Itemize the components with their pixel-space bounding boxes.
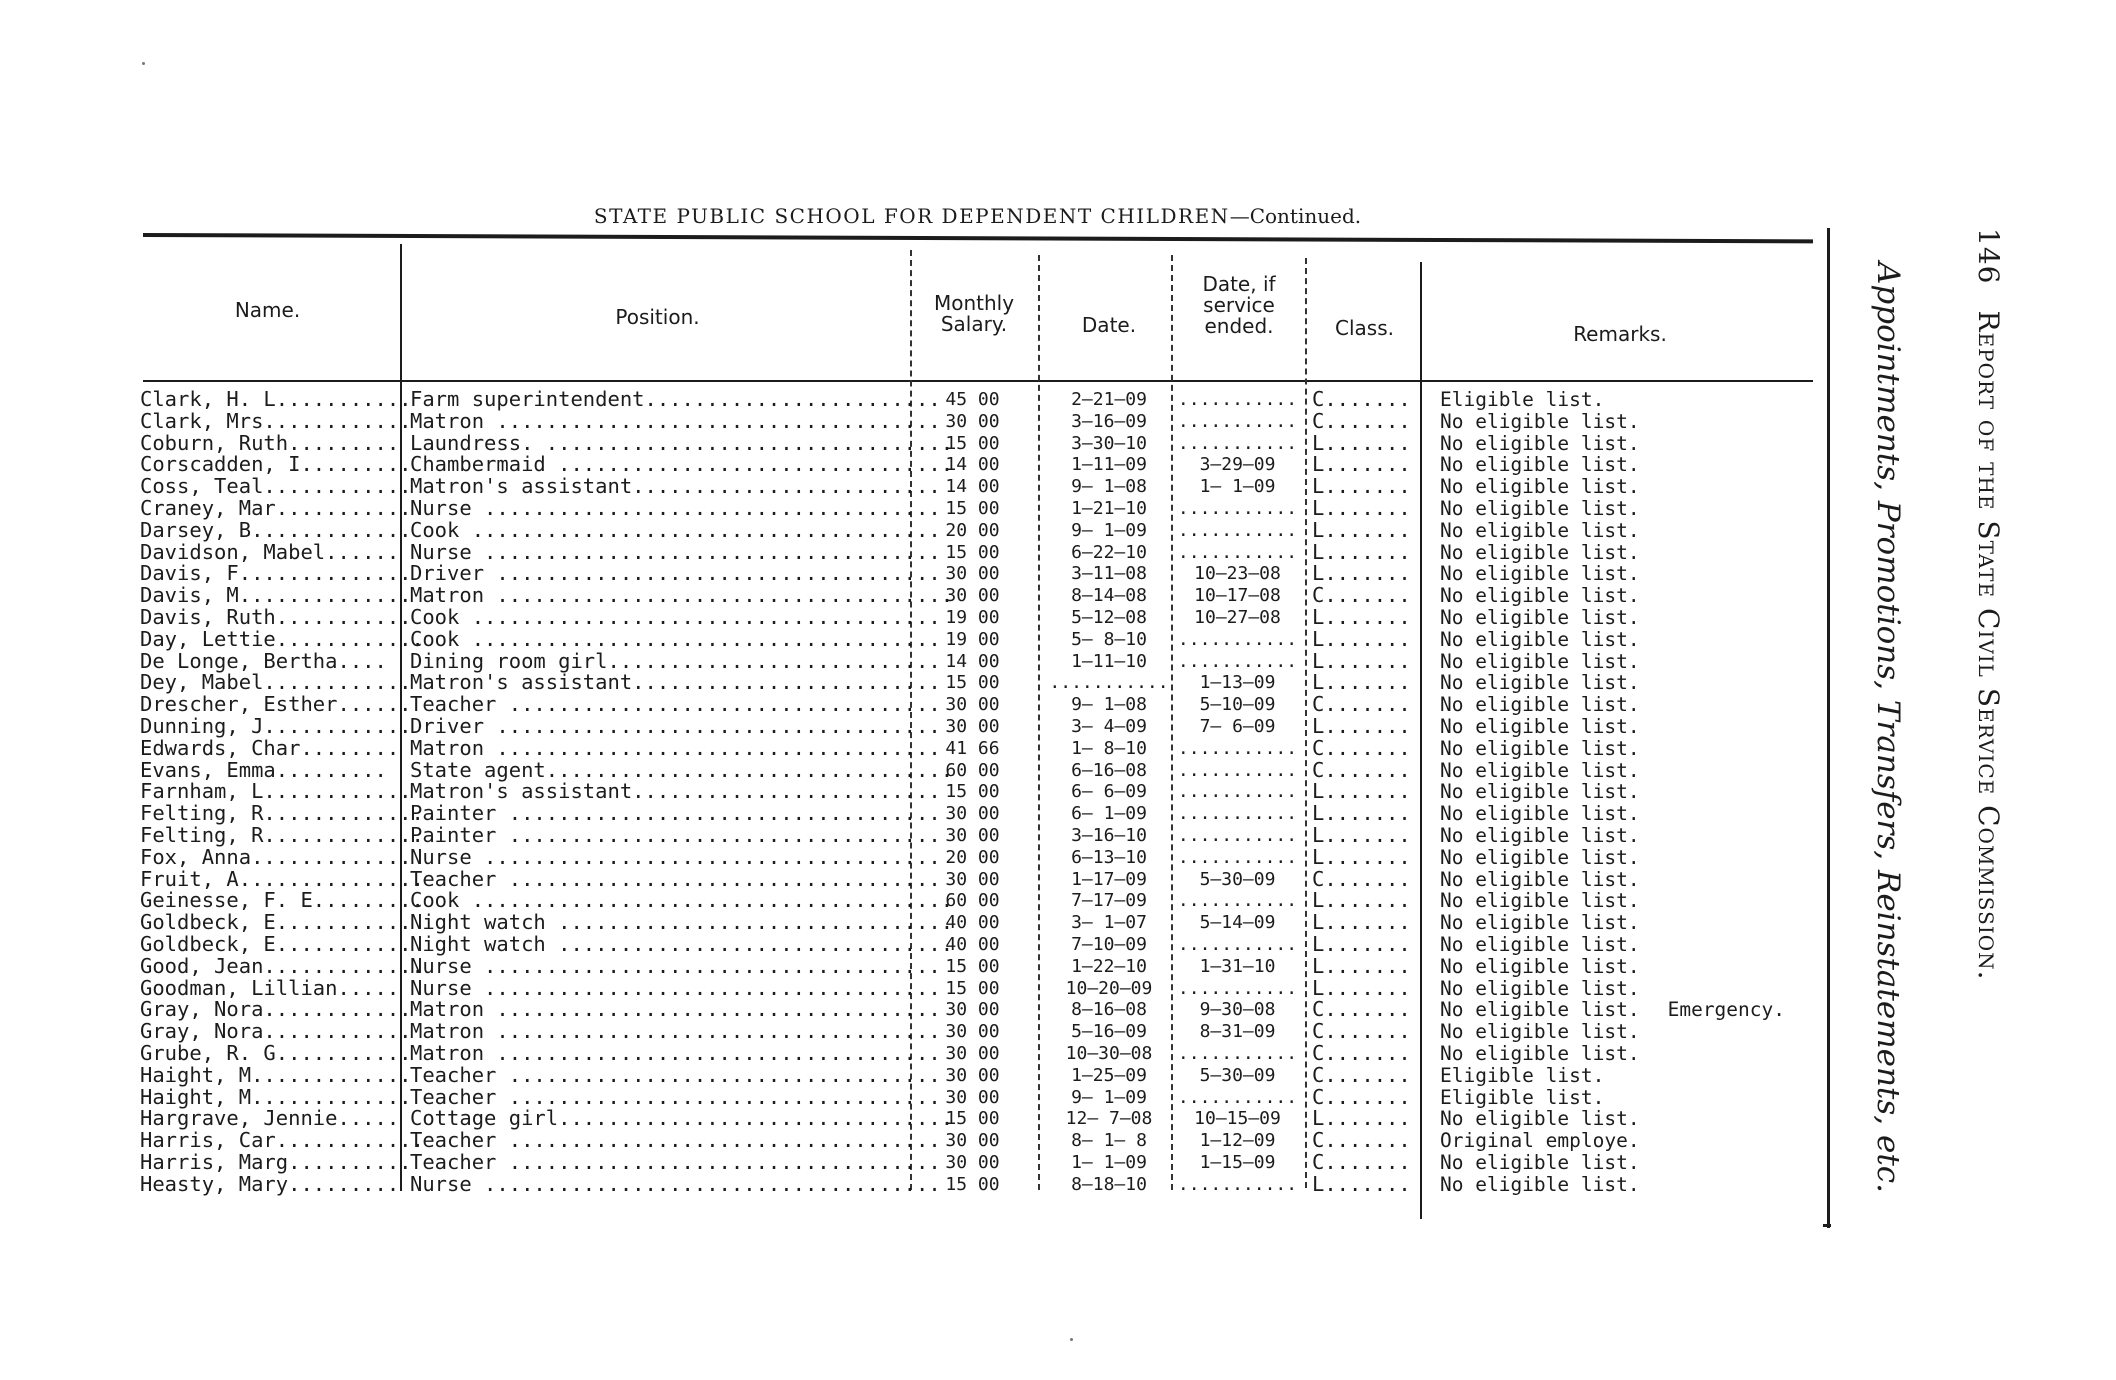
- salary-cell: 30 00: [945, 999, 1000, 1021]
- date-cell: 3— 4—09: [1071, 715, 1147, 737]
- class-cell: L.......: [1312, 953, 1411, 978]
- ended-cell: 1—15—09: [1199, 1151, 1276, 1173]
- name-cell: Coss, Teal............: [140, 474, 412, 499]
- salary-cell: 40 00: [945, 912, 1000, 934]
- salary-cell: 30 00: [945, 563, 1000, 585]
- class-cell: C.......: [1312, 1019, 1411, 1044]
- position-cell: Cook ......................................: [410, 626, 941, 651]
- date-cell: ...........: [1049, 672, 1169, 694]
- date-cell: 6—16—08: [1071, 759, 1147, 781]
- date-cell: 9— 1—08: [1071, 694, 1147, 716]
- date-cell: 1—11—10: [1071, 650, 1147, 672]
- column-positions: [410, 387, 954, 1196]
- salary-cell: 15 00: [945, 672, 1000, 694]
- ended-cell: 8—31—09: [1199, 1021, 1276, 1043]
- class-cell: L.......: [1312, 713, 1411, 738]
- name-cell: Harris, Car............: [140, 1128, 424, 1153]
- remarks-cell: No eligible list.: [1440, 431, 1640, 455]
- remarks-cell: No eligible list.: [1440, 911, 1640, 935]
- remarks-cell: No eligible list.: [1440, 1150, 1640, 1174]
- ended-cell: ...........: [1177, 1042, 1298, 1064]
- ended-cell: 10—23—08: [1194, 563, 1281, 585]
- ended-cell: 10—27—08: [1194, 606, 1281, 628]
- remarks-cell: No eligible list.: [1440, 409, 1640, 433]
- page-title: [145, 204, 1810, 228]
- remarks-cell: No eligible list.: [1440, 714, 1640, 738]
- class-cell: C.......: [1312, 408, 1411, 433]
- date-cell: 3—16—09: [1071, 410, 1147, 432]
- date-cell: 9— 1—09: [1071, 1086, 1147, 1108]
- salary-cell: 45 00: [945, 389, 1000, 410]
- header-salary: [915, 293, 1033, 335]
- remarks-cell: No eligible list.: [1440, 889, 1640, 913]
- class-cell: C.......: [1312, 1040, 1411, 1065]
- salary-cell: 20 00: [945, 519, 1000, 541]
- page-right-end: [1823, 1224, 1831, 1227]
- ended-cell: 1—12—09: [1199, 1130, 1276, 1152]
- position-cell: Nurse .....................................: [410, 975, 941, 1000]
- remarks-cell: No eligible list.: [1440, 584, 1640, 608]
- class-cell: L.......: [1312, 779, 1411, 804]
- remarks-cell: No eligible list.: [1440, 518, 1640, 542]
- header-ended-line2: service: [1203, 293, 1275, 317]
- name-cell: Fruit, A...............: [140, 866, 424, 891]
- position-cell: Nurse .....................................: [410, 1171, 941, 1196]
- class-cell: L.......: [1312, 1106, 1411, 1131]
- remarks-cell: No eligible list.: [1440, 475, 1640, 499]
- remarks-cell: No eligible list.: [1440, 802, 1640, 826]
- position-cell: Teacher ...................................: [410, 866, 941, 891]
- name-cell: Edwards, Char........: [140, 735, 400, 760]
- class-cell: C.......: [1312, 583, 1411, 608]
- position-cell: Teacher ...................................: [410, 1084, 941, 1109]
- class-cell: C.......: [1312, 1128, 1411, 1153]
- name-cell: Corscadden, I.........: [140, 452, 412, 477]
- class-cell: L.......: [1312, 822, 1411, 847]
- remarks-cell: No eligible list.: [1440, 605, 1640, 629]
- class-cell: L.......: [1312, 931, 1411, 956]
- name-cell: Farnham, L............: [140, 779, 412, 804]
- position-cell: Cook ......................................: [410, 517, 941, 542]
- name-cell: Evans, Emma.........: [140, 757, 387, 782]
- remarks-emergency-note: Emergency.: [1667, 998, 1785, 1022]
- date-cell: 8— 1— 8: [1071, 1130, 1147, 1152]
- position-cell: Matron ....................................: [410, 1040, 941, 1065]
- paper-speck: [1070, 1338, 1073, 1341]
- position-cell: Night watch ................................: [410, 931, 954, 956]
- salary-cell: 20 00: [945, 846, 1000, 868]
- divider-class-remarks: [1420, 262, 1422, 1219]
- ended-cell: ...........: [1177, 432, 1298, 454]
- date-cell: 6— 1—09: [1071, 803, 1147, 825]
- ended-cell: ...........: [1177, 1173, 1298, 1195]
- name-cell: Gray, Nora............: [140, 1019, 412, 1044]
- position-cell: Matron ....................................: [410, 997, 941, 1022]
- position-cell: Teacher ...................................: [410, 1062, 941, 1087]
- header-date: Date.: [1081, 313, 1137, 337]
- remarks-cell: No eligible list.: [1440, 649, 1640, 673]
- name-cell: Drescher, Esther......: [140, 692, 412, 717]
- remarks-cell: No eligible list.: [1440, 693, 1640, 717]
- remarks-cell: No eligible list.: [1440, 671, 1640, 695]
- position-cell: Driver ....................................: [410, 561, 941, 586]
- position-cell: Matron ....................................: [410, 735, 941, 760]
- remarks-cell: No eligible list.: [1440, 867, 1640, 891]
- ended-cell: ...........: [1177, 803, 1298, 825]
- position-cell: Laundress. .................................: [410, 430, 954, 455]
- class-cell: C.......: [1312, 1062, 1411, 1087]
- ended-cell: 1—13—09: [1199, 672, 1276, 694]
- title-text: STATE PUBLIC SCHOOL FOR DEPENDENT CHILDREN: [593, 204, 1230, 228]
- salary-cell: 30 00: [945, 1064, 1000, 1086]
- ended-cell: ...........: [1177, 759, 1298, 781]
- position-cell: Painter ...................................: [410, 822, 941, 847]
- position-cell: Nurse .....................................: [410, 495, 941, 520]
- position-cell: Matron's assistant.........................: [410, 474, 941, 499]
- running-head-text: Report of the State Civil Service Commission.: [1972, 310, 2005, 981]
- ended-cell: 5—30—09: [1199, 1064, 1276, 1086]
- remarks-cell: No eligible list.: [1440, 932, 1640, 956]
- salary-cell: 30 00: [945, 803, 1000, 825]
- name-cell: Goodman, Lillian.....: [140, 975, 400, 1000]
- position-cell: Nurse .....................................: [410, 844, 941, 869]
- class-cell: L.......: [1312, 844, 1411, 869]
- class-cell: L.......: [1312, 626, 1411, 651]
- ended-cell: ...........: [1177, 541, 1298, 563]
- date-cell: 10—30—08: [1065, 1042, 1153, 1064]
- class-cell: L.......: [1312, 474, 1411, 499]
- ended-cell: ...........: [1177, 890, 1298, 912]
- date-cell: 2—21—09: [1071, 389, 1147, 410]
- name-cell: Dunning, J............: [140, 713, 412, 738]
- class-cell: L.......: [1312, 648, 1411, 673]
- date-cell: 6— 6—09: [1071, 781, 1147, 803]
- class-cell: L.......: [1312, 1171, 1411, 1196]
- salary-cell: 15 00: [945, 541, 1000, 563]
- ended-cell: 1— 1—09: [1199, 476, 1276, 498]
- salary-cell: 30 00: [945, 715, 1000, 737]
- class-cell: C.......: [1312, 1084, 1411, 1109]
- name-cell: Goldbeck, E...........: [140, 910, 412, 935]
- date-cell: 6—22—10: [1071, 541, 1147, 563]
- class-cell: L.......: [1312, 910, 1411, 935]
- header-ended: [1175, 274, 1303, 337]
- position-cell: Chambermaid ................................: [410, 452, 954, 477]
- name-cell: Clark, H. L...........: [140, 387, 412, 411]
- ended-cell: ...........: [1177, 519, 1298, 541]
- header-ended-line3: ended.: [1204, 314, 1274, 338]
- class-cell: L.......: [1312, 604, 1411, 629]
- class-cell: L.......: [1312, 975, 1411, 1000]
- header-name: Name.: [234, 298, 301, 322]
- remarks-cell: No eligible list.: [1440, 845, 1640, 869]
- date-cell: 3—30—10: [1071, 432, 1147, 454]
- ended-cell: ...........: [1177, 977, 1298, 999]
- date-cell: 3— 1—07: [1071, 912, 1147, 934]
- date-cell: 12— 7—08: [1065, 1108, 1153, 1130]
- divider-salary-date: [1038, 255, 1040, 1190]
- remarks-cell: No eligible list.: [1440, 823, 1640, 847]
- name-cell: Good, Jean.............: [140, 953, 424, 978]
- salary-cell: 30 00: [945, 868, 1000, 890]
- date-cell: 5—12—08: [1071, 606, 1147, 628]
- class-cell: L.......: [1312, 888, 1411, 913]
- name-cell: Felting, R.............: [140, 822, 424, 847]
- remarks-cell: No eligible list.: [1440, 758, 1640, 782]
- name-cell: Gray, Nora............: [140, 997, 412, 1022]
- position-cell: Nurse .....................................: [410, 953, 941, 978]
- salary-cell: 15 00: [945, 955, 1000, 977]
- ended-cell: ...........: [1177, 781, 1298, 803]
- remarks-cell: No eligible list.: [1440, 976, 1640, 1000]
- remarks-cell: No eligible list.: [1440, 627, 1640, 651]
- date-cell: 1— 8—10: [1071, 737, 1147, 759]
- salary-cell: 14 00: [945, 454, 1000, 476]
- position-cell: Matron .....................................: [410, 583, 954, 608]
- date-cell: 1—22—10: [1071, 955, 1147, 977]
- running-head: [1972, 228, 2005, 981]
- class-cell: C.......: [1312, 1149, 1411, 1174]
- remarks-cell: [1440, 999, 1810, 1021]
- position-cell: Night watch ................................: [410, 910, 954, 935]
- name-cell: Haight, M.............: [140, 1084, 412, 1109]
- ended-cell: ...........: [1177, 628, 1298, 650]
- date-cell: 8—14—08: [1071, 585, 1147, 607]
- name-cell: Heasty, Mary.........: [140, 1171, 400, 1196]
- name-cell: Davis, F..............: [140, 561, 412, 586]
- name-cell: Harris, Marg..........: [140, 1149, 412, 1174]
- ended-cell: ...........: [1177, 410, 1298, 432]
- date-cell: 1—25—09: [1071, 1064, 1147, 1086]
- remarks-text: No eligible list.: [1440, 998, 1640, 1022]
- class-cell: L.......: [1312, 561, 1411, 586]
- name-cell: Goldbeck, E...........: [140, 931, 412, 956]
- position-cell: Cook ......................................: [410, 604, 941, 629]
- class-cell: L.......: [1312, 430, 1411, 455]
- ended-cell: 3—29—09: [1199, 454, 1276, 476]
- date-cell: 7—17—09: [1071, 890, 1147, 912]
- name-cell: De Longe, Bertha....: [140, 648, 387, 673]
- name-cell: Davidson, Mabel......: [140, 539, 400, 564]
- position-cell: Cook .......................................: [410, 888, 954, 913]
- salary-cell: 15 00: [945, 432, 1000, 454]
- date-cell: 9— 1—09: [1071, 519, 1147, 541]
- remarks-cell: No eligible list.: [1440, 496, 1640, 520]
- remarks-cell: No eligible list.: [1440, 1107, 1640, 1131]
- section-subtitle: Appointments, Promotions, Transfers, Reinstatements, etc.: [1870, 262, 1906, 1193]
- date-cell: 5— 8—10: [1071, 628, 1147, 650]
- ended-cell: ...........: [1177, 650, 1298, 672]
- date-cell: 7—10—09: [1071, 933, 1147, 955]
- salary-cell: 30 00: [945, 824, 1000, 846]
- date-cell: 3—16—10: [1071, 824, 1147, 846]
- name-cell: Davis, Ruth...........: [140, 604, 412, 629]
- salary-cell: 60 00: [945, 890, 1000, 912]
- ended-cell: 10—15—09: [1194, 1108, 1281, 1130]
- position-cell: State agent.................................: [410, 757, 954, 782]
- position-cell: Farm superintendent........................: [410, 387, 941, 411]
- salary-cell: 15 00: [945, 977, 1000, 999]
- ended-cell: ...........: [1177, 737, 1298, 759]
- remarks-cell: No eligible list.: [1440, 1020, 1640, 1044]
- header-bottom-rule: [143, 380, 1813, 382]
- header-salary-line1: Monthly: [933, 291, 1015, 315]
- salary-cell: 15 00: [945, 1173, 1000, 1195]
- header-ended-line1: Date, if: [1202, 272, 1276, 296]
- title-suffix: —Continued.: [1229, 204, 1362, 228]
- page-number: 146: [1972, 228, 2005, 285]
- salary-cell: 19 00: [945, 628, 1000, 650]
- header-class: Class.: [1335, 316, 1394, 340]
- date-cell: 6—13—10: [1071, 846, 1147, 868]
- remarks-cell: No eligible list.: [1440, 562, 1640, 586]
- header-salary-line2: Salary.: [940, 312, 1008, 336]
- salary-cell: 41 66: [945, 737, 1000, 759]
- name-cell: Coburn, Ruth.........: [140, 430, 400, 455]
- date-cell: 1—17—09: [1071, 868, 1147, 890]
- salary-cell: 30 00: [945, 1130, 1000, 1152]
- remarks-cell: Eligible list.: [1440, 1063, 1605, 1087]
- column-classes: [1312, 389, 1412, 1195]
- ended-cell: ...........: [1177, 497, 1298, 519]
- remarks-cell: No eligible list.: [1440, 540, 1640, 564]
- remarks-cell: Eligible list.: [1440, 1085, 1605, 1109]
- position-cell: Nurse .....................................: [410, 539, 941, 564]
- name-cell: Fox, Anna.............: [140, 844, 412, 869]
- header-top-rule: [143, 233, 1813, 243]
- page-right-rule: [1827, 228, 1830, 1228]
- salary-cell: 15 00: [945, 781, 1000, 803]
- salary-cell: 30 00: [945, 1086, 1000, 1108]
- ended-cell: ...........: [1177, 389, 1298, 410]
- ended-cell: 5—30—09: [1199, 868, 1276, 890]
- paper-speck: [142, 62, 145, 65]
- date-cell: 8—18—10: [1071, 1173, 1147, 1195]
- name-cell: Grube, R. G...........: [140, 1040, 412, 1065]
- header-position: Position.: [615, 305, 700, 329]
- salary-cell: 40 00: [945, 933, 1000, 955]
- salary-cell: 30 00: [945, 585, 1000, 607]
- date-cell: 1—21—10: [1071, 497, 1147, 519]
- salary-cell: 30 00: [945, 694, 1000, 716]
- remarks-cell: No eligible list.: [1440, 954, 1640, 978]
- remarks-cell: No eligible list.: [1440, 1041, 1640, 1065]
- date-cell: 1— 1—09: [1071, 1151, 1147, 1173]
- name-cell: Day, Lettie............: [140, 626, 424, 651]
- class-cell: C.......: [1312, 387, 1411, 411]
- position-cell: Matron ....................................: [410, 408, 941, 433]
- column-remarks: [1440, 389, 1810, 1195]
- column-salaries: [915, 389, 1030, 1195]
- salary-cell: 60 00: [945, 759, 1000, 781]
- remarks-cell: No eligible list.: [1440, 453, 1640, 477]
- salary-cell: 14 00: [945, 650, 1000, 672]
- remarks-cell: Eligible list.: [1440, 388, 1605, 411]
- ended-cell: ...........: [1177, 933, 1298, 955]
- class-cell: L.......: [1312, 517, 1411, 542]
- ended-cell: 9—30—08: [1199, 999, 1276, 1021]
- salary-cell: 30 00: [945, 1042, 1000, 1064]
- class-cell: L.......: [1312, 670, 1411, 695]
- position-cell: Painter ...................................: [410, 801, 941, 826]
- column-dates: [1045, 389, 1173, 1195]
- remarks-cell: No eligible list.: [1440, 736, 1640, 760]
- position-cell: Matron ....................................: [410, 1019, 941, 1044]
- class-cell: C.......: [1312, 866, 1411, 891]
- date-cell: 9— 1—08: [1071, 476, 1147, 498]
- ended-cell: 5—10—09: [1199, 694, 1276, 716]
- salary-cell: 30 00: [945, 1151, 1000, 1173]
- name-cell: Geinesse, F. E.........: [140, 888, 424, 913]
- date-cell: 5—16—09: [1071, 1021, 1147, 1043]
- ended-cell: 7— 6—09: [1199, 715, 1276, 737]
- class-cell: L.......: [1312, 452, 1411, 477]
- class-cell: C.......: [1312, 692, 1411, 717]
- name-cell: Hargrave, Jennie.....: [140, 1106, 400, 1131]
- salary-cell: 15 00: [945, 1108, 1000, 1130]
- name-cell: Davis, M..............: [140, 583, 412, 608]
- column-ended-dates: [1175, 389, 1300, 1195]
- ended-cell: 10—17—08: [1194, 585, 1281, 607]
- ended-cell: ...........: [1177, 824, 1298, 846]
- remarks-cell: No eligible list.: [1440, 1172, 1640, 1196]
- class-cell: C.......: [1312, 757, 1411, 782]
- date-cell: 10—20—09: [1065, 977, 1153, 999]
- name-cell: Clark, Mrs............: [140, 408, 412, 433]
- salary-cell: 30 00: [945, 1021, 1000, 1043]
- name-cell: Dey, Mabel............: [140, 670, 412, 695]
- divider-ended-class: [1305, 258, 1307, 1188]
- salary-cell: 19 00: [945, 606, 1000, 628]
- remarks-cell: Original employe.: [1440, 1129, 1640, 1153]
- salary-cell: 15 00: [945, 497, 1000, 519]
- ended-cell: 5—14—09: [1199, 912, 1276, 934]
- salary-cell: 14 00: [945, 476, 1000, 498]
- position-cell: Teacher ...................................: [410, 1128, 941, 1153]
- header-remarks: Remarks.: [1573, 322, 1667, 346]
- ended-cell: 1—31—10: [1199, 955, 1276, 977]
- class-cell: L.......: [1312, 495, 1411, 520]
- name-cell: Darsey, B.............: [140, 517, 412, 542]
- position-cell: Driver ....................................: [410, 713, 941, 738]
- column-names: [140, 387, 424, 1196]
- position-cell: Dining room girl...........................: [410, 648, 941, 673]
- date-cell: 8—16—08: [1071, 999, 1147, 1021]
- class-cell: L.......: [1312, 539, 1411, 564]
- class-cell: L.......: [1312, 801, 1411, 826]
- position-cell: Cottage girl................................: [410, 1106, 954, 1131]
- ended-cell: ...........: [1177, 1086, 1298, 1108]
- name-cell: Craney, Mar...........: [140, 495, 412, 520]
- remarks-cell: No eligible list.: [1440, 780, 1640, 804]
- name-cell: Haight, M.............: [140, 1062, 412, 1087]
- date-cell: 1—11—09: [1071, 454, 1147, 476]
- position-cell: Matron's assistant.........................: [410, 670, 941, 695]
- class-cell: C.......: [1312, 997, 1411, 1022]
- position-cell: Teacher ...................................: [410, 692, 941, 717]
- name-cell: Felting, R.............: [140, 801, 424, 826]
- ended-cell: ...........: [1177, 846, 1298, 868]
- date-cell: 3—11—08: [1071, 563, 1147, 585]
- salary-cell: 30 00: [945, 410, 1000, 432]
- position-cell: Teacher ...................................: [410, 1149, 941, 1174]
- class-cell: C.......: [1312, 735, 1411, 760]
- position-cell: Matron's assistant.........................: [410, 779, 941, 804]
